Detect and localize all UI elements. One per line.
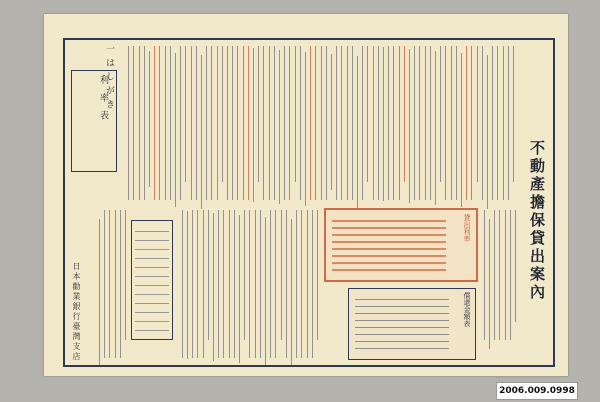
table-row — [355, 320, 449, 321]
text-column — [515, 210, 516, 322]
text-column — [505, 210, 506, 340]
text-column — [513, 46, 514, 182]
document-sheet — [44, 14, 568, 376]
table-row — [332, 241, 446, 243]
text-column — [456, 46, 457, 200]
text-column — [414, 46, 415, 200]
text-column — [115, 210, 116, 358]
text-column — [305, 52, 306, 206]
text-column — [399, 46, 400, 200]
text-column — [310, 46, 311, 200]
table-row — [135, 321, 169, 322]
text-column — [125, 210, 126, 340]
text-column — [471, 46, 472, 200]
text-column — [336, 46, 337, 200]
text-column — [175, 53, 176, 207]
text-column — [191, 46, 192, 200]
text-column — [170, 46, 171, 200]
table-row — [135, 285, 169, 286]
table-row — [355, 327, 449, 328]
text-column — [347, 46, 348, 200]
text-column — [243, 46, 244, 200]
text-column — [419, 46, 420, 200]
interest-box — [71, 70, 117, 172]
text-column — [307, 210, 308, 358]
text-column — [296, 210, 297, 358]
text-column — [404, 46, 405, 182]
text-column — [154, 46, 155, 200]
table-row — [135, 294, 169, 295]
text-column — [249, 210, 250, 358]
text-column — [378, 46, 379, 200]
table-row — [135, 249, 169, 250]
text-column — [255, 210, 256, 358]
text-column — [104, 210, 105, 358]
text-column — [291, 219, 292, 367]
table-row — [355, 313, 449, 314]
text-column — [274, 46, 275, 200]
text-column — [208, 210, 209, 340]
table-row — [135, 240, 169, 241]
text-column — [99, 219, 100, 367]
text-column — [510, 210, 511, 340]
issuer-name: 日本勸業銀行臺灣支店 — [72, 262, 81, 362]
text-column — [409, 49, 410, 203]
text-column — [482, 46, 483, 200]
text-column — [352, 46, 353, 200]
text-column — [499, 210, 500, 340]
text-column — [317, 210, 318, 340]
table-row — [332, 255, 446, 257]
text-column — [331, 54, 332, 190]
text-column — [197, 210, 198, 358]
text-column — [149, 51, 150, 187]
text-column — [217, 46, 218, 200]
schedule-table — [131, 220, 173, 340]
text-column — [139, 46, 140, 200]
text-column — [497, 46, 498, 200]
table-row — [332, 269, 446, 271]
text-column — [461, 53, 462, 207]
text-column — [227, 46, 228, 200]
text-column — [440, 46, 441, 182]
text-column — [206, 46, 207, 200]
text-column — [248, 46, 249, 200]
text-column — [357, 56, 358, 210]
text-column — [260, 210, 261, 358]
text-column — [321, 46, 322, 200]
table-row — [332, 262, 446, 264]
section-heading: 一 は し が き — [104, 44, 114, 110]
text-column — [508, 46, 509, 200]
table-row — [135, 258, 169, 259]
text-column — [373, 46, 374, 200]
text-column — [295, 46, 296, 182]
text-column — [301, 210, 302, 358]
text-column — [120, 210, 121, 358]
text-column — [185, 46, 186, 182]
text-column — [275, 210, 276, 358]
text-column — [234, 210, 235, 358]
text-column — [258, 46, 259, 182]
text-column — [218, 210, 219, 358]
text-column — [286, 210, 287, 358]
table-row — [135, 267, 169, 268]
text-column — [494, 210, 495, 340]
text-column — [388, 46, 389, 200]
text-column — [180, 46, 181, 200]
table-row — [135, 330, 169, 331]
text-column — [239, 215, 240, 363]
text-column — [279, 50, 280, 204]
text-column — [144, 46, 145, 200]
text-column — [263, 46, 264, 200]
text-column — [326, 46, 327, 200]
text-column — [489, 219, 490, 349]
table-row — [135, 276, 169, 277]
text-column — [451, 46, 452, 200]
text-column — [466, 46, 467, 200]
table-row — [332, 248, 446, 250]
catalog-number-label: 2006.009.0998 — [496, 382, 578, 400]
text-column — [159, 46, 160, 200]
text-column — [503, 46, 504, 200]
text-column — [341, 46, 342, 200]
text-column — [383, 47, 384, 201]
text-column — [284, 46, 285, 200]
text-column — [270, 210, 271, 358]
text-column — [237, 46, 238, 200]
text-column — [367, 46, 368, 182]
table-row — [355, 334, 449, 335]
text-column — [315, 46, 316, 200]
rate-table — [324, 208, 478, 282]
text-column — [213, 213, 214, 361]
text-column — [435, 51, 436, 205]
text-column — [187, 211, 188, 359]
text-column — [265, 217, 266, 365]
table-row — [355, 341, 449, 342]
text-column — [192, 210, 193, 358]
text-column — [201, 55, 202, 209]
text-column — [165, 46, 166, 200]
text-column — [133, 46, 134, 200]
table-row — [135, 303, 169, 304]
text-column — [484, 210, 485, 340]
text-column — [281, 210, 282, 340]
text-column — [109, 210, 110, 358]
text-column — [222, 46, 223, 182]
document-title: 不動產擔保貸出案內 — [528, 140, 546, 302]
interest-box-title: 利 率 表 — [98, 75, 108, 123]
text-column — [211, 46, 212, 200]
table-row — [355, 348, 449, 349]
document-frame — [63, 38, 555, 367]
text-column — [232, 46, 233, 200]
text-column — [229, 210, 230, 358]
text-column — [196, 46, 197, 200]
text-column — [487, 55, 488, 209]
text-column — [425, 46, 426, 200]
rate-table-label: 貸出利率 — [463, 214, 471, 242]
repayment-table-label: 償還金額表 — [463, 292, 471, 327]
text-column — [362, 46, 363, 200]
text-column — [393, 46, 394, 200]
text-column — [477, 46, 478, 182]
text-column — [300, 46, 301, 200]
text-column — [182, 210, 183, 358]
text-column — [203, 210, 204, 358]
table-row — [135, 312, 169, 313]
text-column — [430, 46, 431, 200]
text-column — [492, 46, 493, 200]
table-row — [332, 220, 446, 222]
text-column — [445, 46, 446, 200]
table-row — [332, 227, 446, 229]
repayment-table — [348, 288, 476, 360]
text-column — [289, 46, 290, 200]
text-column — [253, 48, 254, 202]
text-column — [312, 210, 313, 358]
text-column — [223, 210, 224, 358]
text-column — [269, 46, 270, 200]
table-row — [355, 306, 449, 307]
text-column — [244, 210, 245, 340]
table-row — [332, 234, 446, 236]
table-row — [135, 231, 169, 232]
table-row — [355, 299, 449, 300]
text-column — [128, 46, 129, 200]
